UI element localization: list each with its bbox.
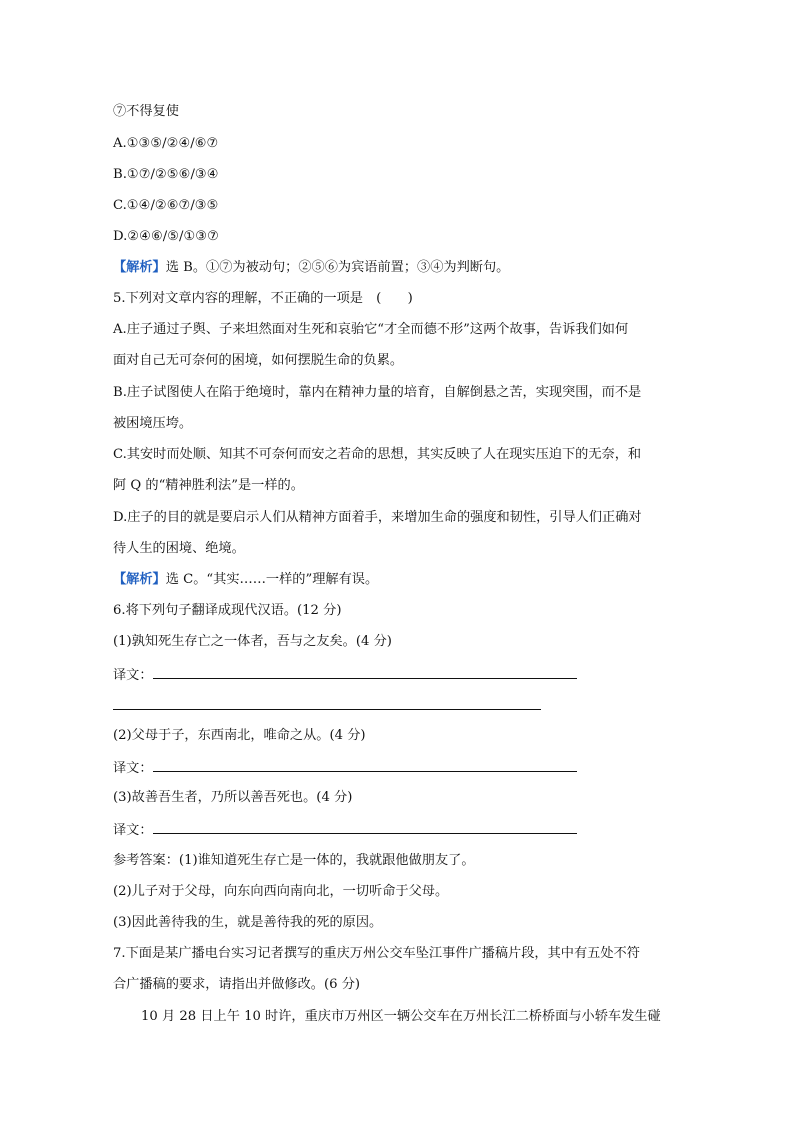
q6-reference-answer-3: (3)因此善待我的生，就是善待我的死的原因。: [113, 915, 383, 930]
q7-passage: 10 月 28 日上午 10 时许，重庆市万州区一辆公交车在万州长江二桥桥面与小轿车发生碰: [141, 1009, 661, 1024]
q4-option-d: D.②④⑥/⑤/①③⑦: [113, 229, 219, 244]
analysis-text: 选 C。“其实……一样的”理解有误。: [165, 572, 379, 587]
q5-analysis: [113, 570, 378, 590]
answer-blank-continuation: [113, 709, 541, 710]
answer-blank: [153, 819, 577, 834]
analysis-label: 【解析】: [113, 572, 166, 587]
q6-answer-line-3: [113, 819, 577, 841]
q5-option-b-line1: B.庄子试图使人在陷于绝境时，靠内在精神力量的培育，自解倒悬之苦，实现突围，而不是: [113, 385, 642, 400]
q4-option-b: B.①⑦/②⑤⑥/③④: [113, 167, 219, 182]
q6-reference-answer-1: 参考答案：(1)谁知道死生存亡是一体的，我就跟他做朋友了。: [113, 853, 475, 868]
translation-label: 译文：: [113, 668, 153, 683]
q4-option-c: C.①④/②⑥⑦/③⑤: [113, 198, 219, 213]
translation-label: 译文：: [113, 823, 153, 838]
q6-sentence-1: (1)孰知死生存亡之一体者，吾与之友矣。(4 分): [113, 634, 392, 649]
q6-reference-answer-2: (2)儿子对于父母，向东向西向南向北，一切听命于父母。: [113, 884, 449, 899]
q4-analysis: [113, 258, 509, 278]
q7-stem-line2: 合广播稿的要求，请指出并做修改。(6 分): [113, 977, 361, 992]
q5-option-c-line2: 阿 Q 的“精神胜利法”是一样的。: [113, 478, 304, 493]
q5-option-c-line1: C.其安时而处顺、知其不可奈何而安之若命的思想，其实反映了人在现实压迫下的无奈，和: [113, 447, 642, 462]
q6-answer-line-1: [113, 664, 577, 686]
q6-answer-line-2: [113, 757, 577, 779]
q5-option-a-line1: A.庄子通过子舆、子来坦然面对生死和哀骀它“才全而德不形”这两个故事，告诉我们如何: [113, 322, 629, 337]
answer-blank: [153, 757, 577, 772]
translation-label: 译文：: [113, 761, 153, 776]
q4-option-a: A.①③⑤/②④/⑥⑦: [113, 136, 219, 151]
q5-option-d-line1: D.庄子的目的就是要启示人们从精神方面着手，来增加生命的强度和韧性，引导人们正确对: [113, 510, 642, 525]
analysis-text: 选 B。①⑦为被动句；②⑤⑥为宾语前置；③④为判断句。: [165, 260, 510, 275]
q5-option-d-line2: 待人生的困境、绝境。: [113, 541, 245, 556]
q5-stem: 5.下列对文章内容的理解，不正确的一项是 ( ): [113, 291, 413, 306]
q6-sentence-3: (3)故善吾生者，乃所以善吾死也。(4 分): [113, 790, 353, 805]
answer-blank: [153, 664, 577, 679]
q5-option-a-line2: 面对自己无可奈何的困境，如何摆脱生命的负累。: [113, 353, 404, 368]
analysis-label: 【解析】: [113, 260, 166, 275]
q6-sentence-2: (2)父母于子，东西南北，唯命之从。(4 分): [113, 728, 366, 743]
q6-stem: 6.将下列句子翻译成现代汉语。(12 分): [113, 603, 342, 618]
q7-stem-line1: 7.下面是某广播电台实习记者撰写的重庆万州公交车坠江事件广播稿片段，其中有五处不符: [113, 946, 640, 961]
q5-option-b-line2: 被困境压垮。: [113, 416, 193, 431]
q4-item-7: ⑦不得复使: [113, 104, 179, 119]
